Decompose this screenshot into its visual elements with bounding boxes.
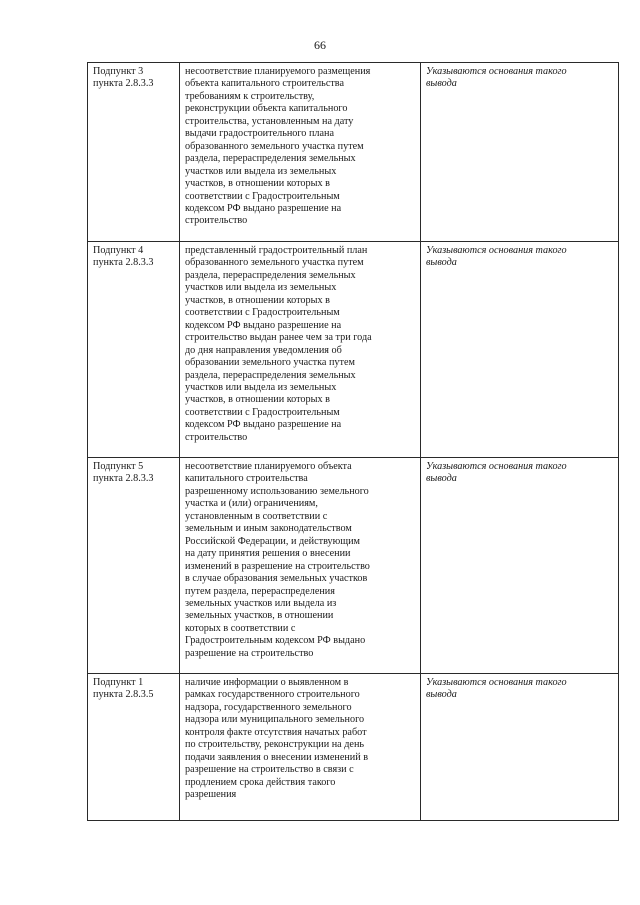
condition-line: участков, в отношении которых в: [185, 178, 330, 190]
row-reference-cell: [88, 458, 180, 674]
row-result-cell: [421, 674, 619, 821]
result-line: Указываются основания такого: [426, 245, 567, 256]
reference-line: пункта 2.8.3.5: [93, 689, 154, 701]
result-line: вывода: [426, 689, 457, 701]
conditions-table: [87, 62, 619, 821]
condition-line: строительство: [185, 431, 248, 443]
condition-line: надзора или муниципального земельного: [185, 714, 365, 726]
condition-line: надзора, государственного земельного: [185, 701, 352, 713]
row-condition-cell: [180, 242, 421, 458]
condition-line: Градостроительным кодексом РФ выдано: [185, 635, 366, 647]
table-row: [88, 674, 619, 821]
table-row: [88, 63, 619, 242]
condition-line: раздела, перераспределения земельных: [185, 153, 356, 165]
condition-line: разрешение на строительство: [185, 647, 314, 659]
condition-line: строительство выдан ранее чем за три года: [185, 332, 372, 344]
condition-line: соответствии с Градостроительным: [185, 307, 340, 319]
row-result-cell: [421, 458, 619, 674]
condition-line: требованиям к строительству,: [185, 90, 315, 102]
row-condition-cell: [180, 63, 421, 242]
condition-line: рамках государственного строительного: [185, 689, 360, 701]
row-result-cell: [421, 242, 619, 458]
condition-line: образовании земельного участка путем: [185, 357, 355, 369]
condition-line: участка и (или) ограничениям,: [185, 498, 318, 510]
reference-line: пункта 2.8.3.3: [93, 257, 154, 269]
condition-line: земельным и иным законодательством: [185, 523, 352, 535]
condition-line: строительства, установленным на дату: [185, 115, 354, 127]
condition-line: наличие информации о выявленном в: [185, 677, 349, 688]
condition-line: земельных участков или выдела из: [185, 597, 337, 609]
result-line: вывода: [426, 257, 457, 269]
condition-line: участков или выдела из земельных: [185, 282, 337, 294]
table-row: [88, 458, 619, 674]
result-line: вывода: [426, 78, 457, 90]
condition-line: установленным в соответствии с: [185, 510, 328, 522]
row-result-cell: [421, 63, 619, 242]
condition-line: до дня направления уведомления об: [185, 344, 342, 356]
condition-line: несоответствие планируемого объекта: [185, 461, 352, 472]
condition-line: разрешенному использованию земельного: [185, 485, 369, 497]
condition-line: соответствии с Градостроительным: [185, 190, 340, 202]
reference-line: пункта 2.8.3.3: [93, 78, 154, 90]
condition-line: путем раздела, перераспределения: [185, 585, 335, 597]
condition-line: образованного земельного участка путем: [185, 257, 364, 269]
condition-line: выдачи градостроительного плана: [185, 128, 334, 140]
condition-line: представленный градостроительный план: [185, 245, 368, 256]
row-reference-cell: [88, 674, 180, 821]
reference-line: Подпункт 1: [93, 677, 144, 688]
condition-line: продлением срока действия такого: [185, 776, 336, 788]
reference-line: пункта 2.8.3.3: [93, 473, 154, 485]
condition-line: объекта капитального строительства: [185, 78, 344, 90]
condition-line: участков, в отношении которых в: [185, 294, 330, 306]
condition-line: кодексом РФ выдано разрешение на: [185, 202, 342, 214]
condition-line: кодексом РФ выдано разрешение на: [185, 319, 342, 331]
condition-line: образованного земельного участка путем: [185, 140, 364, 152]
result-line: вывода: [426, 473, 457, 485]
condition-line: раздела, перераспределения земельных: [185, 369, 356, 381]
condition-line: изменений в разрешение на строительство: [185, 560, 370, 572]
condition-line: участков или выдела из земельных: [185, 165, 337, 177]
condition-line: несоответствие планируемого размещения: [185, 66, 371, 77]
condition-line: реконструкции объекта капитального: [185, 103, 348, 115]
condition-line: строительство: [185, 215, 248, 227]
condition-line: земельных участков, в отношении: [185, 610, 334, 622]
condition-line: участков или выдела из земельных: [185, 381, 337, 393]
condition-line: Российской Федерации, и действующим: [185, 535, 360, 547]
condition-line: раздела, перераспределения земельных: [185, 269, 356, 281]
condition-line: на дату принятия решения о внесении: [185, 548, 351, 560]
reference-line: Подпункт 3: [93, 66, 144, 77]
result-line: Указываются основания такого: [426, 677, 567, 688]
condition-line: подачи заявления о внесении изменений в: [185, 751, 369, 763]
reference-line: Подпункт 4: [93, 245, 144, 256]
row-condition-cell: [180, 674, 421, 821]
condition-line: кодексом РФ выдано разрешение на: [185, 419, 342, 431]
condition-line: разрешение на строительство в связи с: [185, 764, 354, 776]
page-number: 66: [314, 38, 326, 52]
row-reference-cell: [88, 242, 180, 458]
condition-line: контроля факте отсутствия начатых работ: [185, 726, 367, 738]
condition-line: участков, в отношении которых в: [185, 394, 330, 406]
reference-line: Подпункт 5: [93, 461, 144, 472]
condition-line: соответствии с Градостроительным: [185, 406, 340, 418]
condition-line: разрешения: [185, 789, 237, 801]
condition-line: которых в соответствии с: [185, 622, 296, 634]
result-line: Указываются основания такого: [426, 461, 567, 472]
condition-line: в случае образования земельных участков: [185, 573, 368, 585]
row-condition-cell: [180, 458, 421, 674]
condition-line: по строительству, реконструкции на день: [185, 739, 365, 751]
result-line: Указываются основания такого: [426, 66, 567, 77]
table-row: [88, 242, 619, 458]
condition-line: капитального строительства: [185, 473, 308, 485]
row-reference-cell: [88, 63, 180, 242]
